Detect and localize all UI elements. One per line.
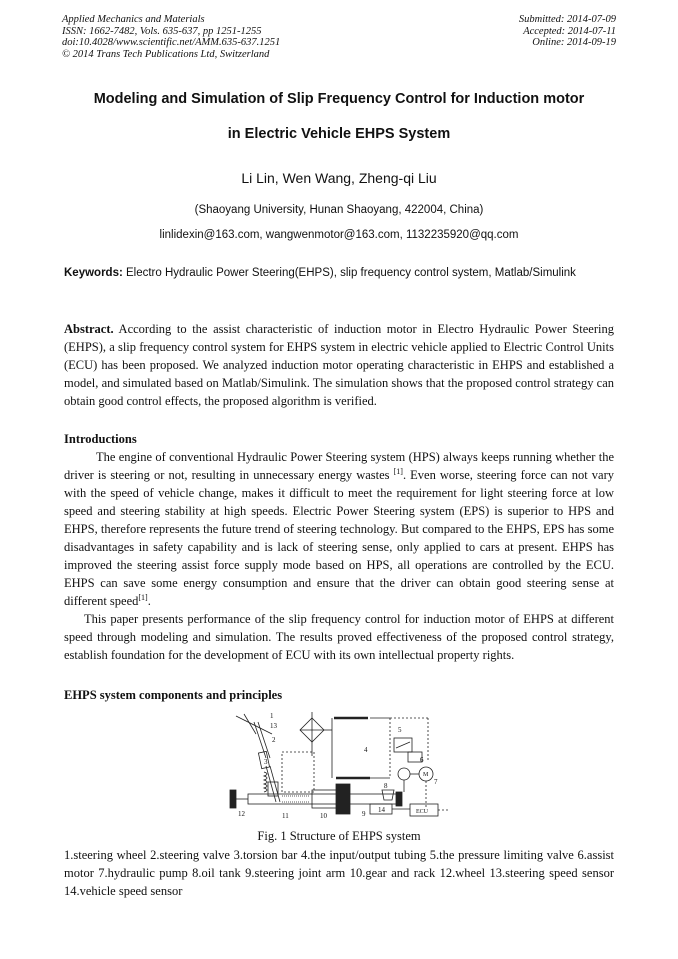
oil-tank-drawing bbox=[382, 790, 394, 800]
paper-title-line-2: in Electric Vehicle EHPS System bbox=[227, 126, 451, 142]
figure-label-11: 11 bbox=[282, 812, 289, 820]
pressure-valve-drawing bbox=[390, 718, 428, 778]
figure-label-motor: M bbox=[423, 772, 429, 778]
keywords-label: Keywords: bbox=[64, 267, 123, 279]
introductions-paragraph-1 bbox=[64, 448, 614, 610]
figure-label-5: 5 bbox=[398, 726, 402, 734]
steering-column-drawing bbox=[264, 766, 280, 802]
figure-caption: Fig. 1 Structure of EHPS system bbox=[257, 829, 421, 843]
abstract-label: Abstract. bbox=[64, 322, 114, 336]
doi-line[interactable]: doi:10.4028/www.scientific.net/AMM.635-637.1251 bbox=[62, 37, 281, 48]
copyright-line: © 2014 Trans Tech Publications Ltd, Switzerland bbox=[62, 48, 270, 60]
steering-valve-outline bbox=[282, 752, 314, 792]
figure-label-9: 9 bbox=[362, 810, 366, 818]
journal-header-right bbox=[519, 14, 616, 49]
figure-label-13: 13 bbox=[270, 722, 277, 730]
abstract-text: According to the assist characteristic of induction motor in Electro Hydraulic Power Steering (EHPS), a slip frequency control system for EHPS system in electric vehicle applied to Electric Control Units (ECU) has been proposed. We analyzed induction motor operating characteristic in EHPS and established a model, and simulated based on Matlab/Simulink. The simulation shows that the proposed control strategy can obtain good control effects, the proposed algorithm is verified. bbox=[64, 322, 614, 408]
submitted-date: Submitted: 2014-07-09 bbox=[518, 14, 616, 25]
figure-label-2: 2 bbox=[272, 736, 276, 744]
issn-line: ISSN: 1662-7482, Vols. 635-637, pp 1251-1255 bbox=[62, 25, 262, 37]
tubing-drawing bbox=[312, 718, 390, 778]
affiliation: (Shaoyang University, Hunan Shaoyang, 422004, China) bbox=[194, 204, 484, 216]
intro-p1-text-c: . bbox=[147, 594, 151, 608]
accepted-date: Accepted: 2014-07-11 bbox=[523, 25, 616, 37]
intro-p1-text-b: . Even worse, steering force can not vary with the speed of vehicle change, makes it difficult to meet the requirement for light steering force at low speed and steering stability at high speeds. Electric Power Steering system (EPS) is superior to HPS and EHPS, therefore represents the future trend of steering technology. But compared to the EHPS, EPS has some disadvantages in safety capability and is lack of steering sense, only applied to cars at present. EHPS has improved the steering assist force supply mode based on HPS, all operations are controlled by the ECU. EHPS can save some energy consumption and ensure that the driver can obtain good steering sense at different speed bbox=[64, 468, 614, 608]
author-list: Li Lin, Wen Wang, Zheng-qi Liu bbox=[241, 170, 437, 186]
online-date: Online: 2014-09-19 bbox=[532, 37, 616, 48]
figure-label-3: 3 bbox=[264, 758, 268, 766]
figure-label-ecu: ECU bbox=[416, 809, 428, 815]
figure-legend: 1.steering wheel 2.steering valve 3.torsion bar 4.the input/output tubing 5.the pressure limiting valve 6.assist motor 7.hydraulic pump 8.oil tank 9.steering joint arm 10.gear and rack 12.wheel 13.steering speed sensor 14.vehicle speed sensor bbox=[64, 848, 614, 898]
keywords-text: Electro Hydraulic Power Steering(EHPS), slip frequency control system, Matlab/Simulink bbox=[122, 267, 576, 279]
figure-label-14: 14 bbox=[378, 806, 385, 814]
reference-citation[interactable]: [1] bbox=[138, 592, 148, 602]
keywords-paragraph bbox=[64, 265, 614, 282]
introductions-body bbox=[64, 448, 614, 664]
journal-header-left bbox=[62, 14, 280, 60]
section-heading-ehps: EHPS system components and principles bbox=[64, 688, 283, 702]
valve-bridge-drawing bbox=[300, 712, 324, 742]
intro-p1-text-a: The engine of conventional Hydraulic Power Steering system (HPS) always keeps running whether the driver is steering or not, resulting in unnecessary energy wastes bbox=[64, 450, 614, 482]
figure-label-1: 1 bbox=[270, 712, 274, 720]
figure-label-7: 7 bbox=[434, 778, 438, 786]
figure-label-10: 10 bbox=[320, 812, 327, 820]
wheel-drawing bbox=[230, 790, 402, 808]
reference-citation[interactable]: [1] bbox=[393, 466, 403, 476]
ehps-structure-figure bbox=[224, 712, 456, 830]
abstract-paragraph bbox=[64, 320, 614, 410]
figure-label-4: 4 bbox=[364, 746, 368, 754]
figure-label-12: 12 bbox=[238, 810, 245, 818]
paper-title-line-1: Modeling and Simulation of Slip Frequency Control for Induction motor bbox=[93, 91, 585, 107]
author-emails[interactable]: linlidexin@163.com, wangwenmotor@163.com, 1132235920@qq.com bbox=[159, 229, 519, 241]
figure-label-8: 8 bbox=[384, 782, 388, 790]
figure-label-6: 6 bbox=[420, 756, 424, 764]
journal-name: Applied Mechanics and Materials bbox=[62, 14, 205, 25]
section-heading-introductions: Introductions bbox=[64, 432, 137, 446]
introductions-paragraph-2: This paper presents performance of the slip frequency control for induction motor of EHPS at different speed through modeling and simulation. The results proved effectiveness of the proposed control strategy, establish foundation for the development of ECU with its own intellectual property rights. bbox=[64, 612, 614, 662]
